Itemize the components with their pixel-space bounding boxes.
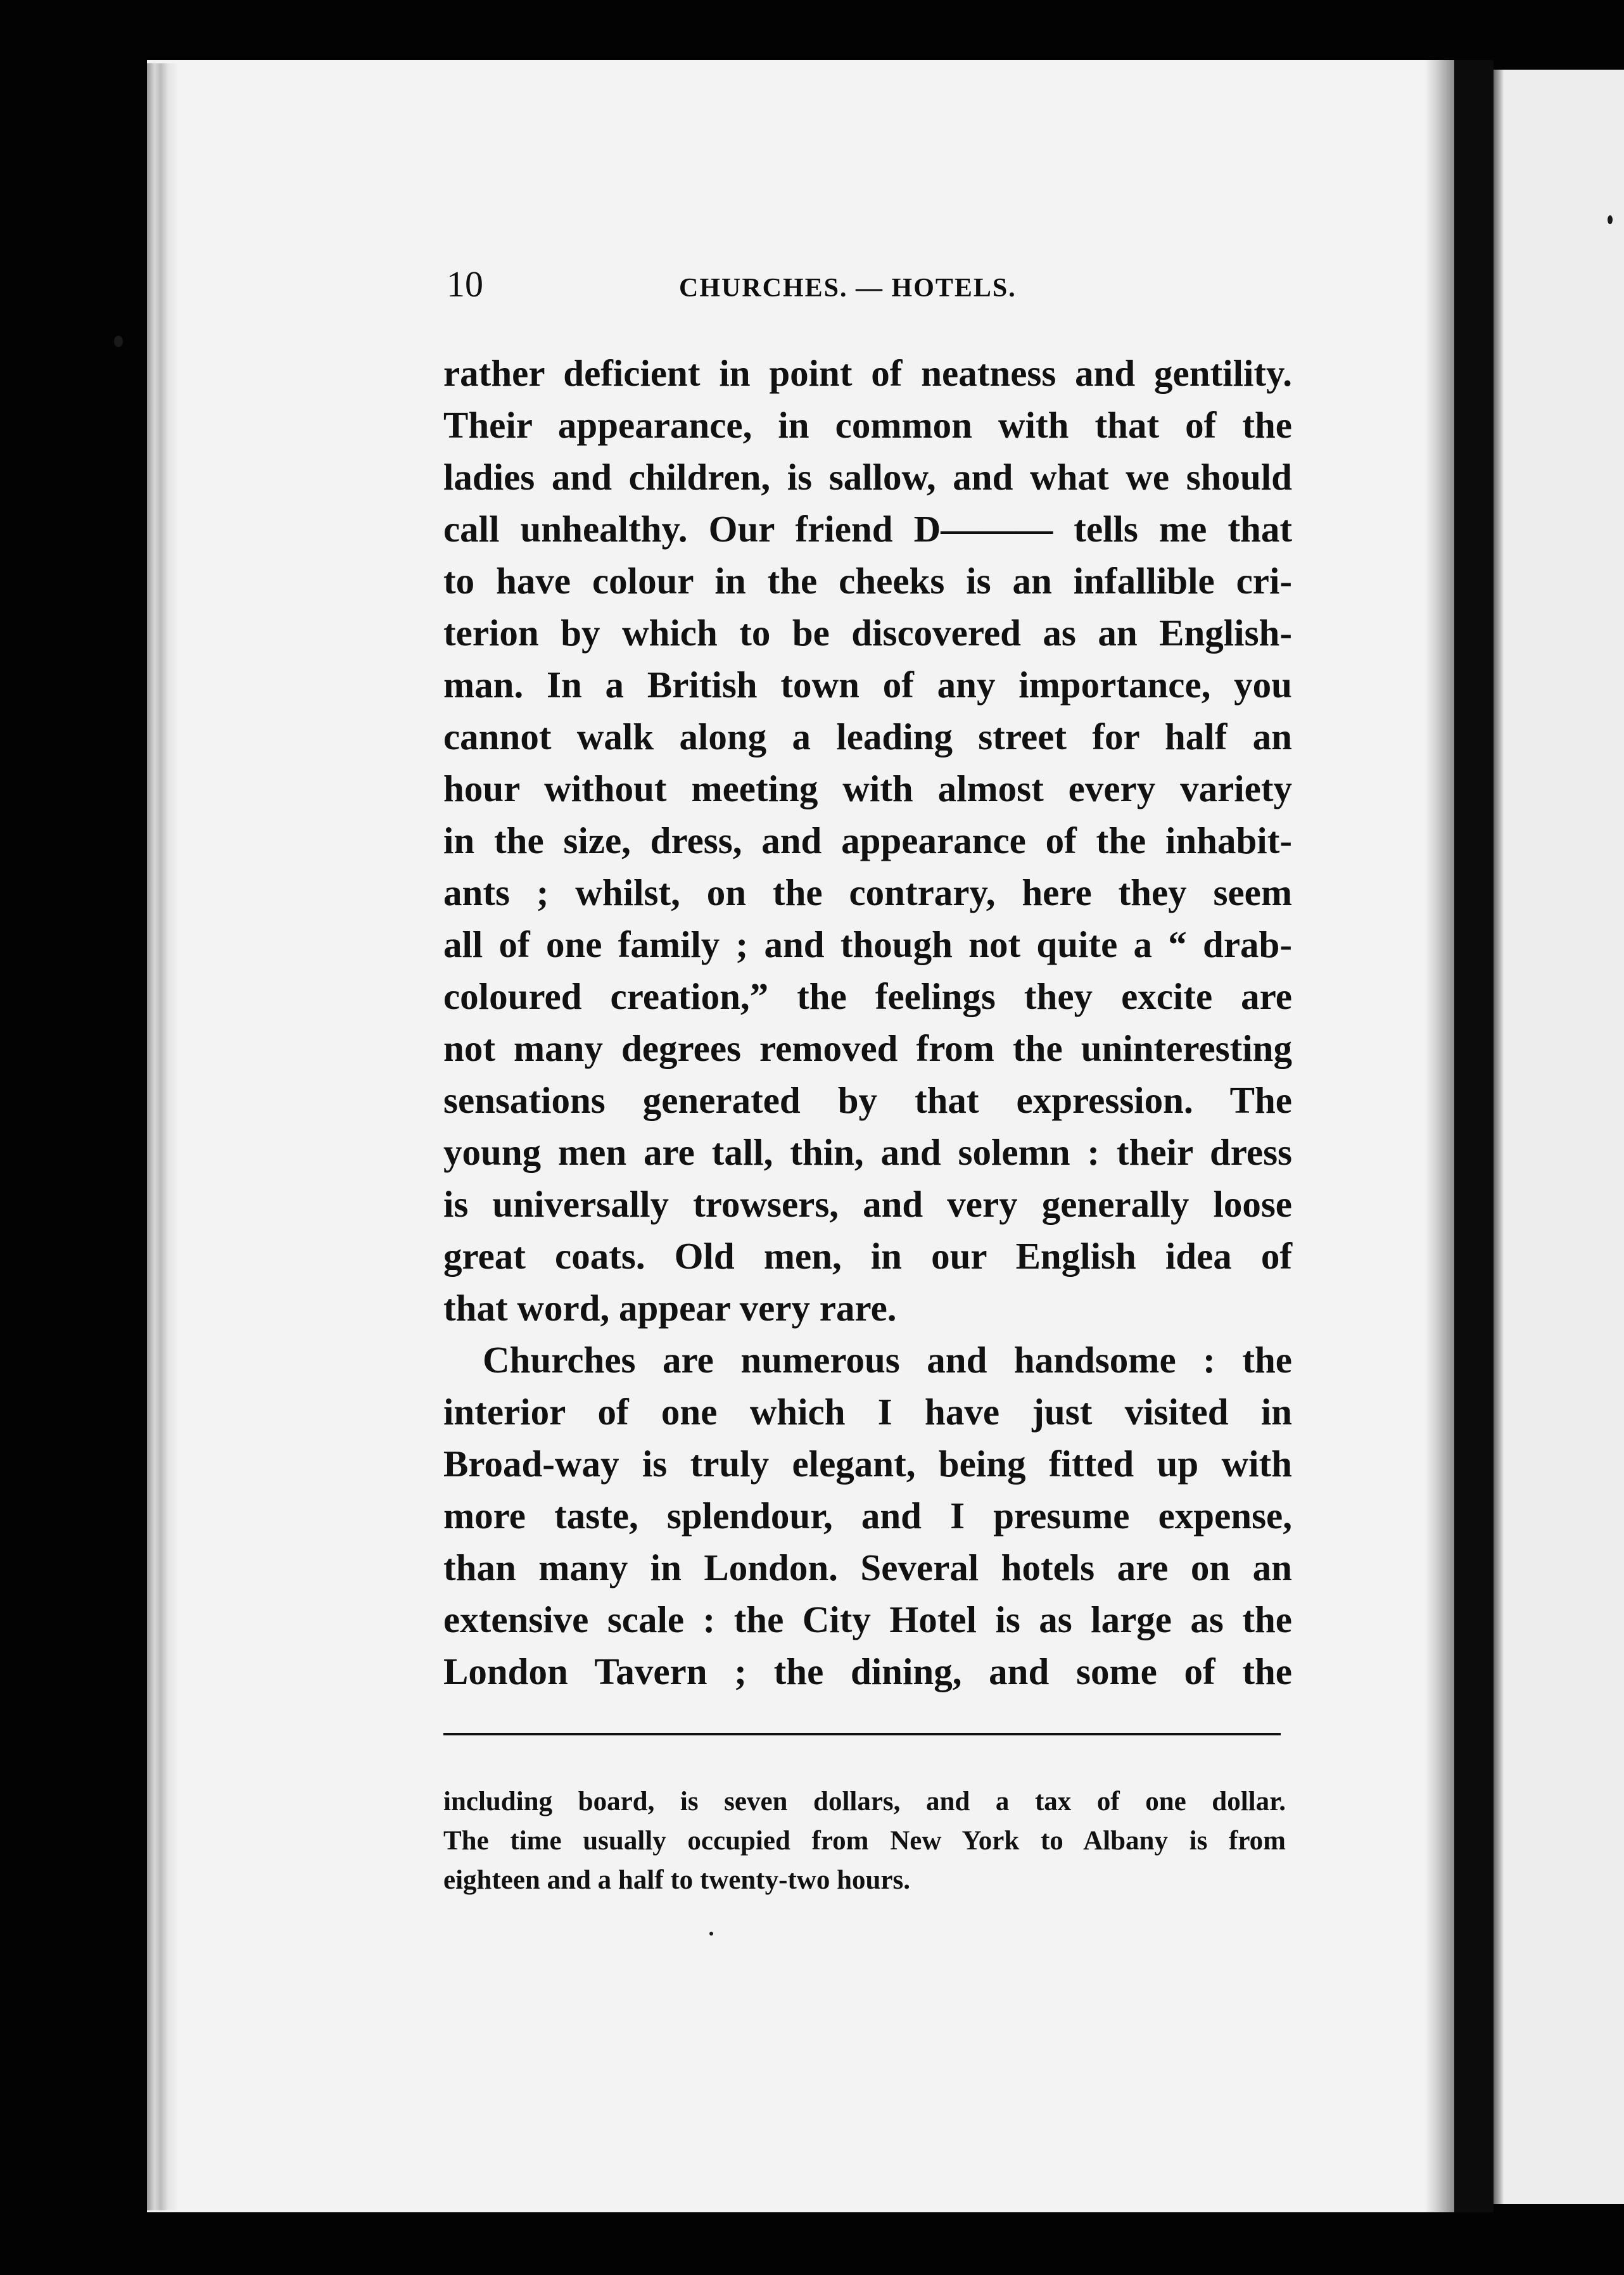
text-line: more taste, splendour, and I presume expense, (443, 1495, 1292, 1537)
text-line: to have colour in the cheeks is an infallible cri- (443, 560, 1292, 602)
footnote-line: eighteen and a half to twenty-two hours. (443, 1865, 910, 1895)
text-line: cannot walk along a leading street for half an (443, 716, 1292, 757)
text-line: interior of one which I have just visited in (443, 1391, 1292, 1433)
text-line: young men are tall, thin, and solemn : their dress (443, 1131, 1292, 1173)
text-line: Broad-way is truly elegant, being fitted up with (443, 1443, 1292, 1485)
text-line: terion by which to be discovered as an English- (443, 612, 1292, 654)
paragraph-start-line: Churches are numerous and handsome : the (483, 1339, 1292, 1381)
text-line: not many degrees removed from the uninteresting (443, 1027, 1292, 1069)
text-line: all of one family ; and though not quite a “ drab- (443, 923, 1292, 965)
footnote-line: including board, is seven dollars, and a tax of one dollar. (443, 1787, 1286, 1816)
text-line: call unhealthy. Our friend D——— tells me that (443, 508, 1292, 550)
footnote-line: The time usually occupied from New York to Albany is from (443, 1826, 1286, 1856)
text-line: than many in London. Several hotels are on an (443, 1547, 1292, 1588)
body-text (443, 347, 1292, 1697)
text-line: London Tavern ; the dining, and some of the (443, 1651, 1292, 1692)
page-number: 10 (447, 263, 483, 305)
text-line: in the size, dress, and appearance of the inhabit- (443, 820, 1292, 861)
text-line: rather deficient in point of neatness and gentility. (443, 352, 1292, 394)
text-line: is universally trowsers, and very generally loose (443, 1183, 1292, 1225)
page-fold-shadow (1425, 60, 1454, 2212)
text-line: great coats. Old men, in our English idea of (443, 1235, 1292, 1277)
footnote-rule (443, 1733, 1281, 1735)
text-line: coloured creation,” the feelings they excite are (443, 975, 1292, 1017)
ink-speck (114, 336, 123, 347)
running-head: CHURCHES. — HOTELS. (679, 274, 1017, 303)
footnote (443, 1782, 1286, 1900)
page-binding-edge (147, 63, 177, 2210)
text-line: ladies and children, is sallow, and what we should (443, 456, 1292, 498)
ink-speck (709, 1932, 713, 1936)
text-line: Their appearance, in common with that of the (443, 404, 1292, 446)
text-line: man. In a British town of any importance, you (443, 664, 1292, 706)
ink-speck (1608, 215, 1613, 224)
text-line: extensive scale : the City Hotel is as large as the (443, 1599, 1292, 1640)
book-gutter (1454, 60, 1494, 2212)
text-line: ants ; whilst, on the contrary, here they seem (443, 871, 1292, 913)
text-line: sensations generated by that expression. The (443, 1079, 1292, 1121)
text-line: hour without meeting with almost every variety (443, 768, 1292, 809)
facing-page-edge (1494, 70, 1624, 2204)
text-line: that word, appear very rare. (443, 1287, 897, 1329)
